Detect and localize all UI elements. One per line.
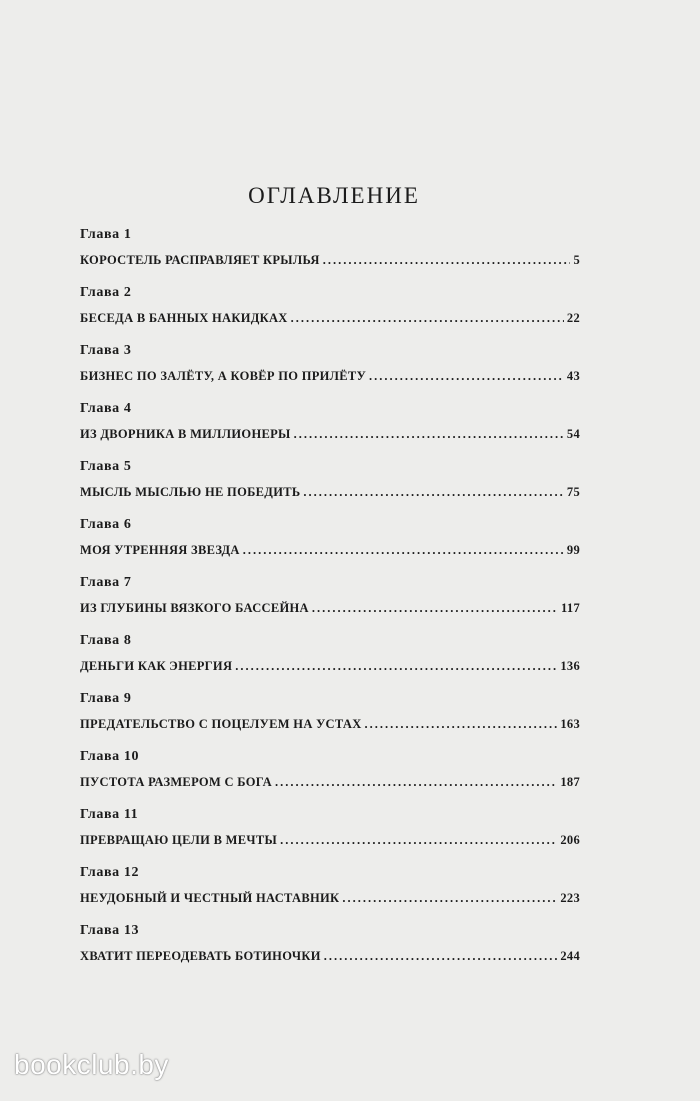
chapter-number: Глава 3 bbox=[80, 343, 132, 358]
chapter-title: БЕСЕДА В БАННЫХ НАКИДКАХ bbox=[80, 311, 288, 325]
page-number: 99 bbox=[566, 543, 580, 557]
dot-leader bbox=[312, 600, 558, 616]
toc-entry[interactable] bbox=[80, 748, 580, 806]
chapter-number: Глава 1 bbox=[80, 227, 132, 242]
chapter-title: ИЗ ГЛУБИНЫ ВЯЗКОГО БАССЕЙНА bbox=[80, 601, 309, 615]
chapter-line bbox=[80, 484, 580, 500]
page-number: 22 bbox=[566, 311, 580, 325]
dot-leader bbox=[235, 658, 557, 674]
chapter-title: МОЯ УТРЕННЯЯ ЗВЕЗДА bbox=[80, 543, 240, 557]
chapter-number: Глава 4 bbox=[80, 401, 132, 416]
chapter-line bbox=[80, 890, 580, 906]
page-title: ОГЛАВЛЕНИЕ bbox=[248, 183, 420, 208]
dot-leader bbox=[303, 484, 563, 500]
chapter-line bbox=[80, 658, 580, 674]
chapter-line bbox=[80, 310, 580, 326]
chapter-title: МЫСЛЬ МЫСЛЬЮ НЕ ПОБЕДИТЬ bbox=[80, 485, 301, 499]
dot-leader bbox=[342, 890, 557, 906]
dot-leader bbox=[280, 832, 557, 848]
toc-entry[interactable] bbox=[80, 284, 580, 342]
toc-entry[interactable] bbox=[80, 458, 580, 516]
chapter-title: ПРЕДАТЕЛЬСТВО С ПОЦЕЛУЕМ НА УСТАХ bbox=[80, 717, 362, 731]
chapter-line bbox=[80, 542, 580, 558]
table-of-contents bbox=[80, 226, 580, 980]
chapter-title: ПРЕВРАЩАЮ ЦЕЛИ В МЕЧТЫ bbox=[80, 833, 278, 847]
toc-entry[interactable] bbox=[80, 632, 580, 690]
chapter-number: Глава 10 bbox=[80, 749, 140, 764]
toc-entry[interactable] bbox=[80, 342, 580, 400]
dot-leader bbox=[365, 716, 558, 732]
toc-entry[interactable] bbox=[80, 574, 580, 632]
chapter-number: Глава 7 bbox=[80, 575, 132, 590]
chapter-number: Глава 12 bbox=[80, 865, 140, 880]
chapter-line bbox=[80, 716, 580, 732]
dot-leader bbox=[324, 948, 558, 964]
chapter-line bbox=[80, 774, 580, 790]
toc-entry[interactable] bbox=[80, 922, 580, 980]
chapter-number: Глава 5 bbox=[80, 459, 132, 474]
page-number: 163 bbox=[560, 717, 580, 731]
chapter-title: ДЕНЬГИ КАК ЭНЕРГИЯ bbox=[80, 659, 233, 673]
chapter-line bbox=[80, 948, 580, 964]
chapter-number: Глава 11 bbox=[80, 807, 139, 822]
chapter-number: Глава 13 bbox=[80, 923, 140, 938]
page-number: 187 bbox=[560, 775, 580, 789]
chapter-title: ИЗ ДВОРНИКА В МИЛЛИОНЕРЫ bbox=[80, 427, 291, 441]
toc-entry[interactable] bbox=[80, 226, 580, 284]
dot-leader bbox=[294, 426, 564, 442]
chapter-line bbox=[80, 252, 580, 268]
chapter-number: Глава 6 bbox=[80, 517, 132, 532]
watermark-logo: bookclub.by bbox=[14, 1049, 169, 1080]
dot-leader bbox=[291, 310, 564, 326]
page-number: 206 bbox=[560, 833, 580, 847]
page-number: 43 bbox=[566, 369, 580, 383]
chapter-title: ХВАТИТ ПЕРЕОДЕВАТЬ БОТИНОЧКИ bbox=[80, 949, 321, 963]
chapter-number: Глава 9 bbox=[80, 691, 132, 706]
chapter-line bbox=[80, 426, 580, 442]
dot-leader bbox=[243, 542, 564, 558]
page-number: 223 bbox=[560, 891, 580, 905]
page-number: 5 bbox=[573, 253, 580, 267]
dot-leader bbox=[275, 774, 557, 790]
page-number: 54 bbox=[566, 427, 580, 441]
toc-entry[interactable] bbox=[80, 690, 580, 748]
page-number: 244 bbox=[560, 949, 580, 963]
page-number: 136 bbox=[560, 659, 580, 673]
chapter-title: КОРОСТЕЛЬ РАСПРАВЛЯЕТ КРЫЛЬЯ bbox=[80, 253, 320, 267]
dot-leader bbox=[369, 368, 564, 384]
page-number: 75 bbox=[566, 485, 580, 499]
chapter-line bbox=[80, 368, 580, 384]
chapter-line bbox=[80, 600, 580, 616]
page-number: 117 bbox=[561, 601, 580, 615]
chapter-title: НЕУДОБНЫЙ И ЧЕСТНЫЙ НАСТАВНИК bbox=[80, 891, 340, 905]
chapter-title: ПУСТОТА РАЗМЕРОМ С БОГА bbox=[80, 775, 272, 789]
toc-entry[interactable] bbox=[80, 516, 580, 574]
chapter-line bbox=[80, 832, 580, 848]
toc-entry[interactable] bbox=[80, 864, 580, 922]
toc-entry[interactable] bbox=[80, 806, 580, 864]
toc-entry[interactable] bbox=[80, 400, 580, 458]
chapter-title: БИЗНЕС ПО ЗАЛЁТУ, А КОВЁР ПО ПРИЛЁТУ bbox=[80, 369, 367, 383]
chapter-number: Глава 2 bbox=[80, 285, 132, 300]
chapter-number: Глава 8 bbox=[80, 633, 132, 648]
dot-leader bbox=[323, 252, 571, 268]
